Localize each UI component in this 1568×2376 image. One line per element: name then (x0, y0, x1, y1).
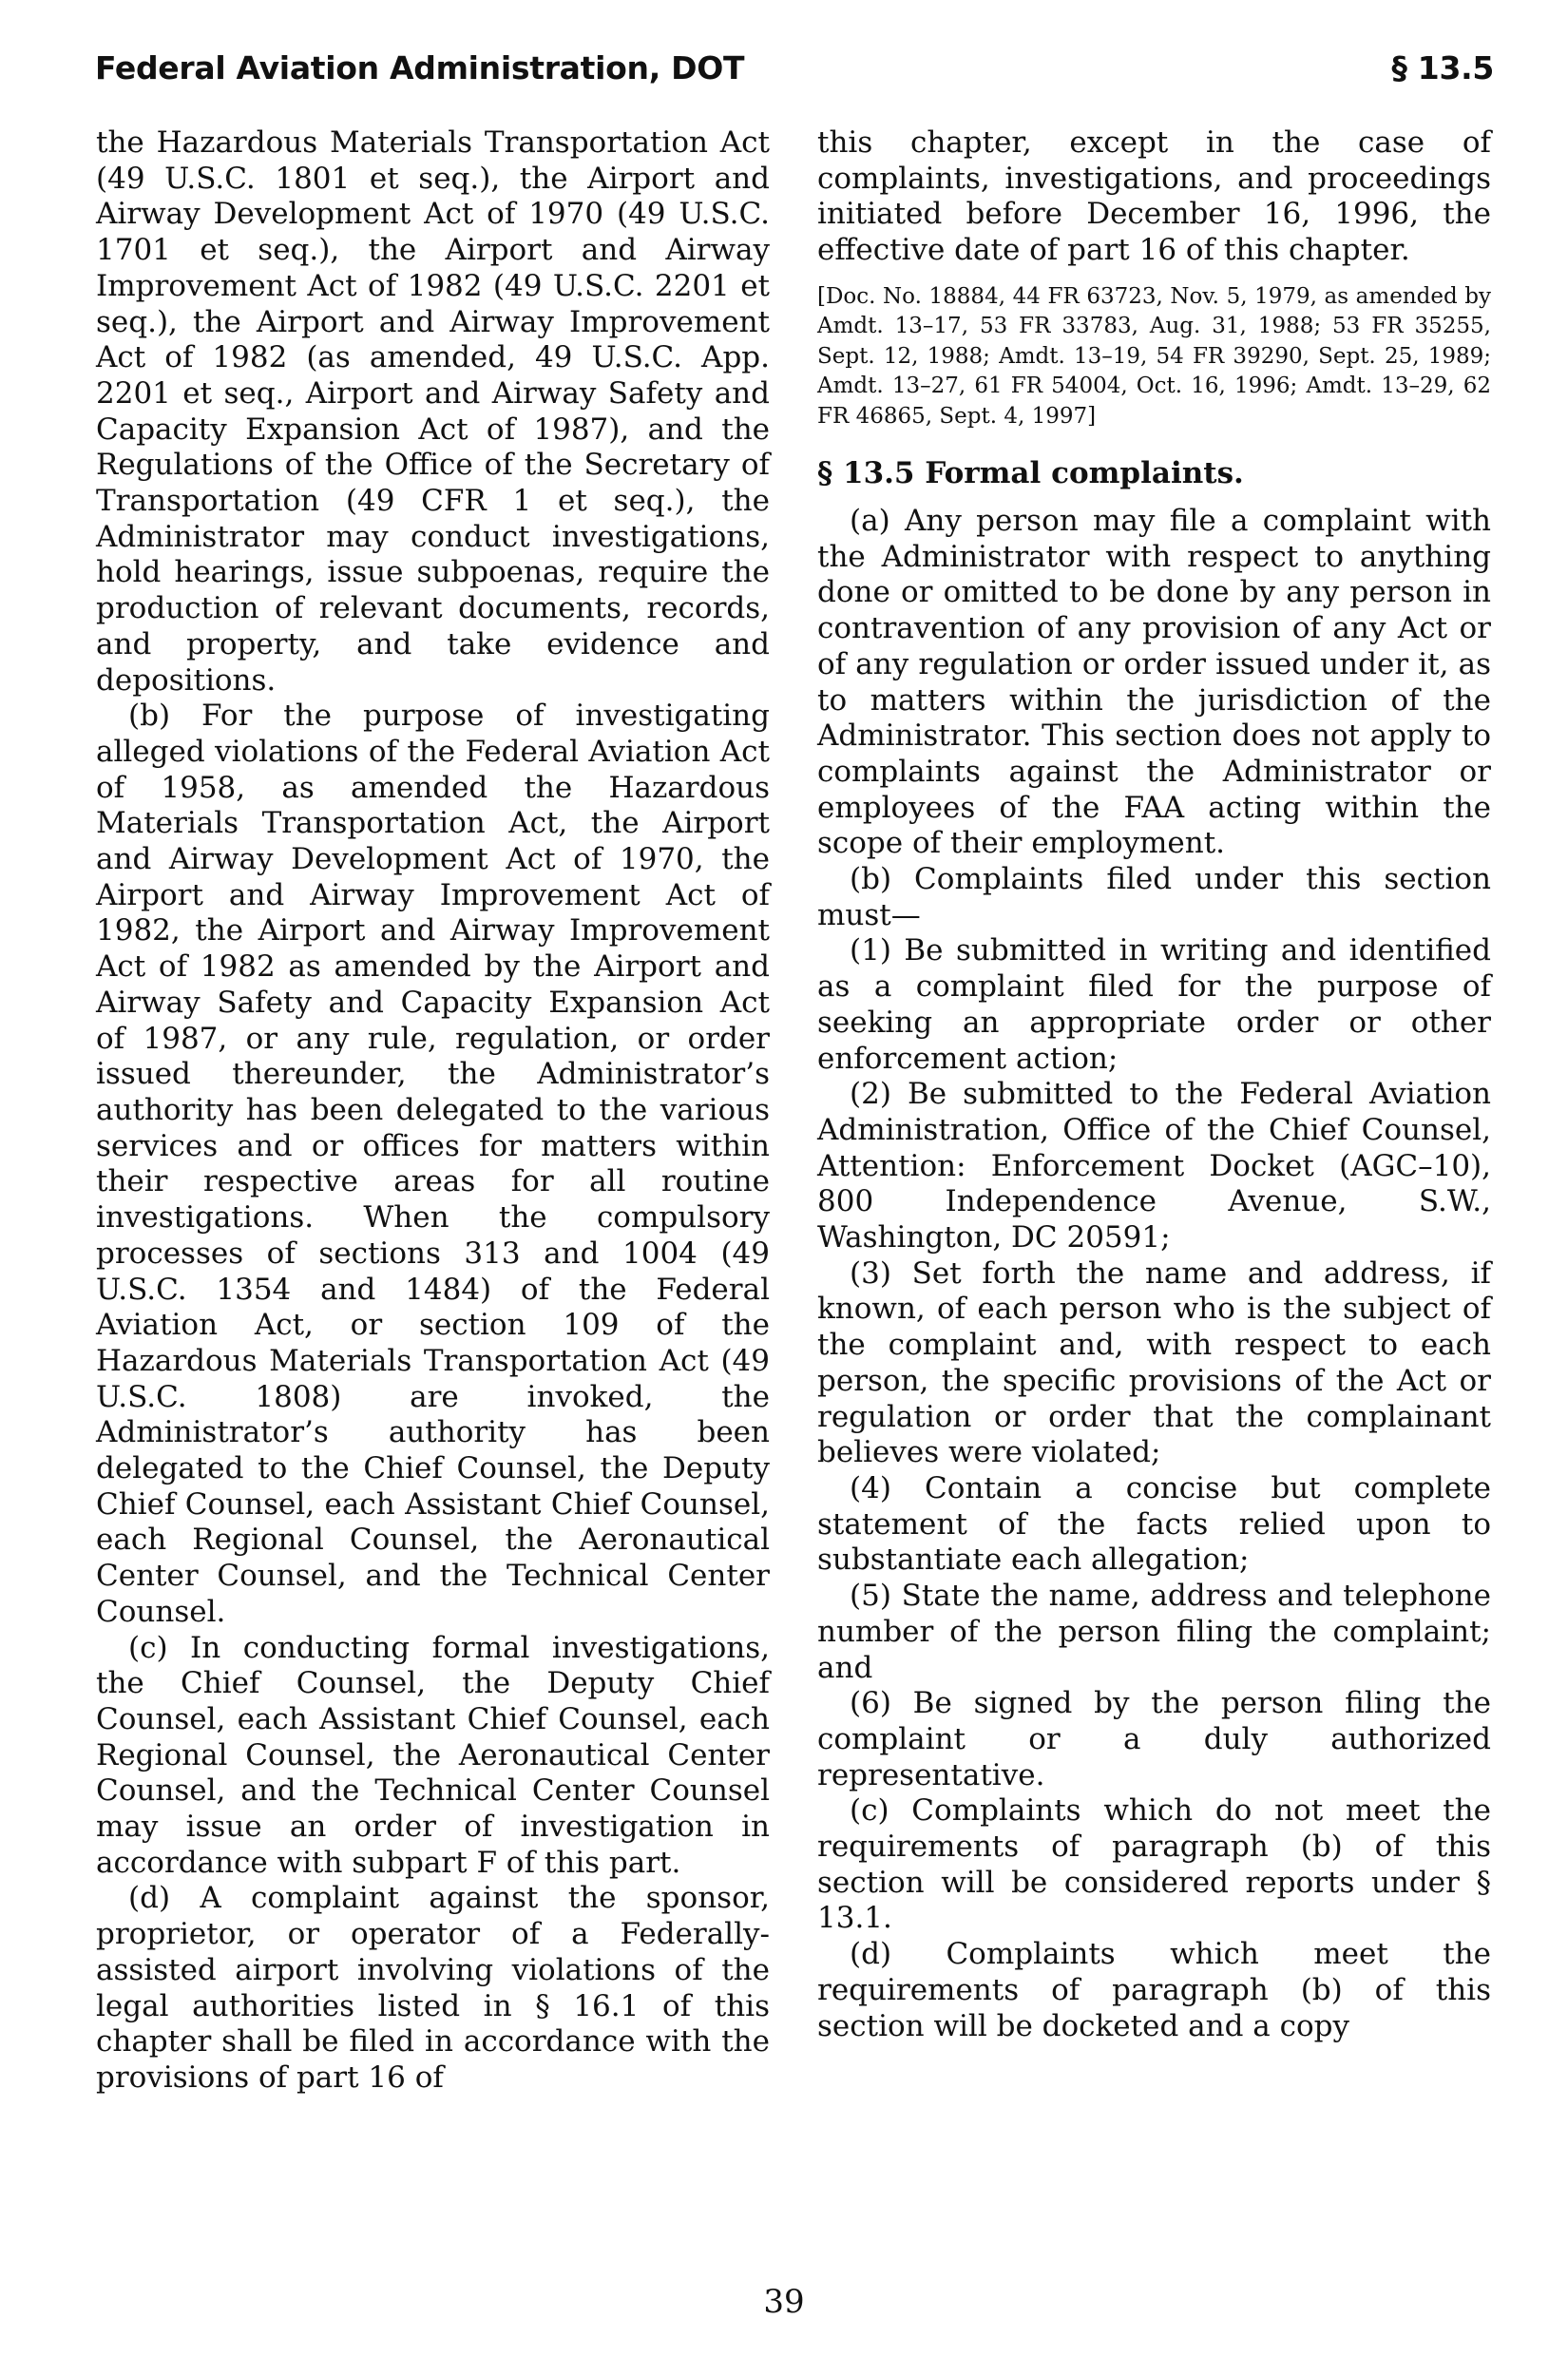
paragraph-b4: (4) Contain a concise but complete statement of the facts relied upon to substantiate each allegation; (817, 1471, 1491, 1578)
source-note: [Doc. No. 18884, 44 FR 63723, Nov. 5, 1979, as amended by Amdt. 13–17, 53 FR 33783, Aug. 31, 1988; 53 FR 35255, Sept. 12, 1988; Amdt. 13–19, 54 FR 39290, Sept. 25, 1989; Amdt. 13–27, 61 FR 54004, Oct. 16, 1996; Amdt. 13–29, 62 FR 46865, Sept. 4, 1997] (817, 283, 1491, 429)
paragraph-d: (d) A complaint against the sponsor, proprietor, or operator of a Federally-assisted airport involving violations of the legal authorities listed in § 16.1 of this chapter shall be filed in accordance with the provisions of part 16 of (96, 1881, 770, 2095)
paragraph-b3: (3) Set forth the name and address, if known, of each person who is the subject of the complaint and, with respect to each person, the specific provisions of the Act or regulation or order that the complainant believes were violated; (817, 1255, 1491, 1470)
right-column (817, 125, 1491, 2044)
paragraph-b5: (5) State the name, address and telephone number of the person filing the complaint; and (817, 1579, 1491, 1685)
paragraph-b: (b) Complaints filed under this section must— (817, 862, 1491, 932)
paragraph-d: (d) Complaints which meet the requirements of paragraph (b) of this section will be docketed and a copy (817, 1937, 1491, 2043)
running-header (95, 49, 1494, 97)
agency-header: Federal Aviation Administration, DOT (95, 49, 745, 86)
paragraph-b6: (6) Be signed by the person filing the complaint or a duly authorized representative. (817, 1686, 1491, 1792)
paragraph-continuation: this chapter, except in the case of complaints, investigations, and proceedings initiated before December 16, 1996, the effective date of part 16 of this chapter. (817, 125, 1491, 268)
left-column (96, 125, 770, 2097)
section-heading: § 13.5 Formal complaints. (817, 456, 1244, 491)
paragraph-b: (b) For the purpose of investigating alleged violations of the Federal Aviation Act of 1958, as amended the Hazardous Materials Transportation Act, the Airport and Airway Development Act of 1970, the Airport and Airway Improvement Act of 1982, the Airport and Airway Improvement Act of 1982 as amended by the Airport and Airway Safety and Capacity Expansion Act of 1987, or any rule, regulation, or order issued thereunder, the Administrator’s authority has been delegated to the various services and or offices for matters within their respective areas for all routine investigations. When the compulsory processes of sections 313 and 1004 (49 U.S.C. 1354 and 1484) of the Federal Aviation Act, or section 109 of the Hazardous Materials Transportation Act (49 U.S.C. 1808) are invoked, the Administrator’s authority has been delegated to the Chief Counsel, the Deputy Chief Counsel, each Assistant Chief Counsel, each Regional Counsel, the Aeronautical Center Counsel, and the Technical Center Counsel. (96, 699, 770, 1629)
paragraph-b2: (2) Be submitted to the Federal Aviation Administration, Office of the Chief Counsel, Attention: Enforcement Docket (AGC–10), 800 Independence Avenue, S.W., Washington, DC 20591; (817, 1077, 1491, 1255)
paragraph-a: (a) Any person may file a complaint with the Administrator with respect to anything done or omitted to be done by any person in contravention of any provision of any Act or of any regulation or order issued under it, as to matters within the jurisdiction of the Administrator. This section does not apply to complaints against the Administrator or employees of the FAA acting within the scope of their employment. (817, 504, 1491, 861)
section-header: § 13.5 (1391, 49, 1494, 86)
paragraph-c: (c) In conducting formal investigations, the Chief Counsel, the Deputy Chief Counsel, each Assistant Chief Counsel, each Regional Counsel, the Aeronautical Center Counsel, and the Technical Center Counsel may issue an order of investigation in accordance with subpart F of this part. (96, 1630, 770, 1880)
paragraph-b1: (1) Be submitted in writing and identified as a complaint filed for the purpose of seeking an appropriate order or other enforcement action; (817, 933, 1491, 1076)
paragraph-c: (c) Complaints which do not meet the requirements of paragraph (b) of this section will be considered reports under § 13.1. (817, 1793, 1491, 1936)
paragraph-continuation: the Hazardous Materials Transportation Act (49 U.S.C. 1801 et seq.), the Airport and Airway Development Act of 1970 (49 U.S.C. 1701 et seq.), the Airport and Airway Improvement Act of 1982 (49 U.S.C. 2201 et seq.), the Airport and Airway Improvement Act of 1982 (as amended, 49 U.S.C. App. 2201 et seq., Airport and Airway Safety and Capacity Expansion Act of 1987), and the Regulations of the Office of the Secretary of Transportation (49 CFR 1 et seq.), the Administrator may conduct investigations, hold hearings, issue subpoenas, require the production of relevant documents, records, and property, and take evidence and depositions. (96, 125, 770, 698)
page-number: 39 (763, 2283, 805, 2321)
